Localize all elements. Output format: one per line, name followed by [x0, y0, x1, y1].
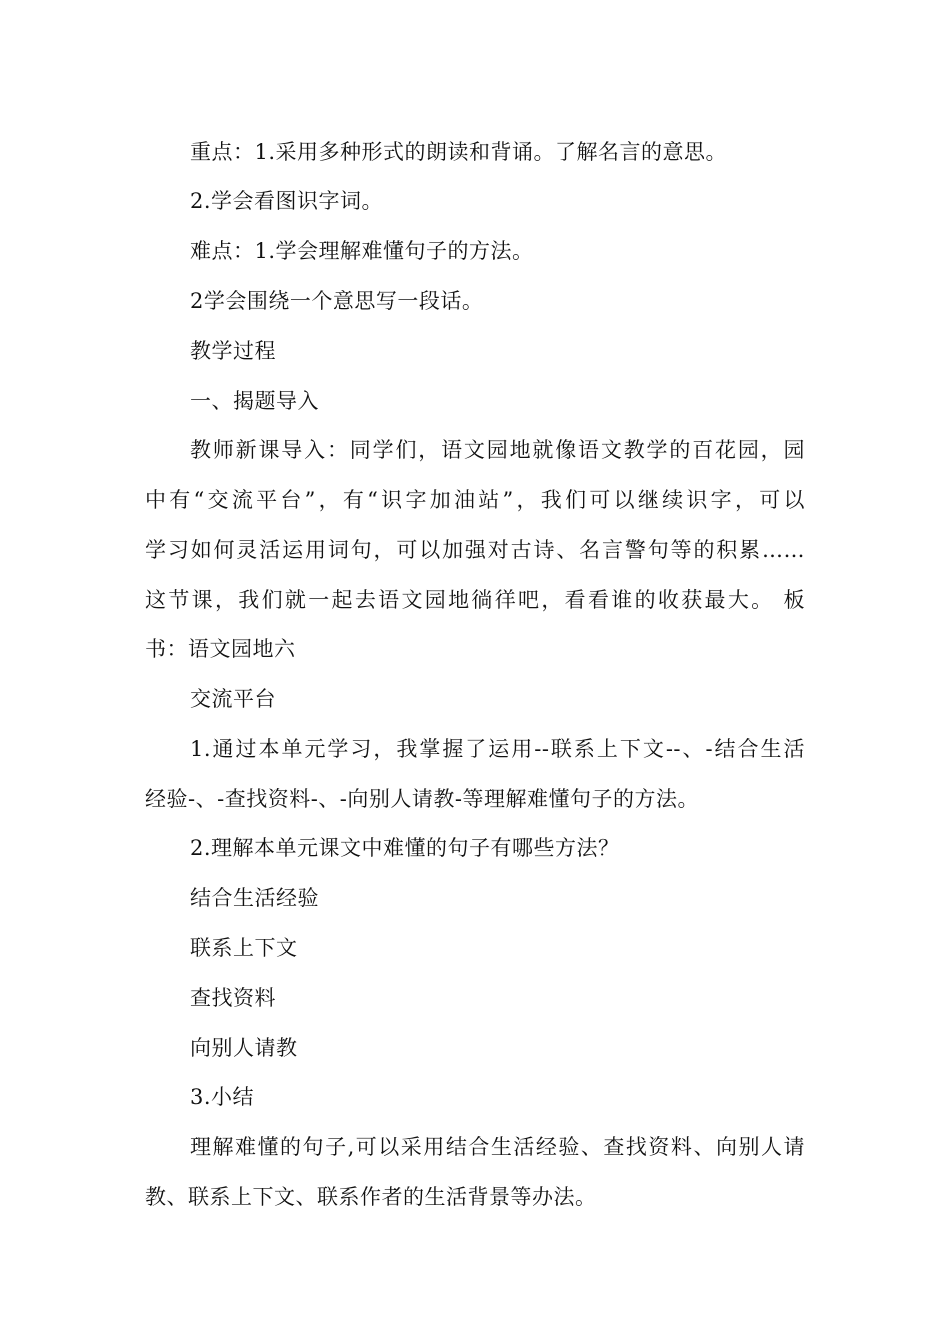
difficulty-line: 难点：1.学会理解难懂句子的方法。 [190, 239, 534, 263]
method-item: 联系上下文 [190, 936, 298, 960]
method-item: 结合生活经验 [190, 886, 319, 910]
paragraph-line: 中有“交流平台”，有“识字加油站”，我们可以继续识字，可以 [145, 488, 805, 512]
method-item: 向别人请教 [190, 1036, 298, 1060]
paragraph-line: 学习如何灵活运用词句，可以加强对古诗、名言警句等的积累…… [145, 538, 805, 562]
summary-line: 教、联系上下文、联系作者的生活背景等办法。 [145, 1185, 597, 1209]
paragraph-line: 教师新课导入：同学们，语文园地就像语文教学的百花园，园 [190, 438, 805, 462]
question-line: 2.理解本单元课文中难懂的句子有哪些方法？ [190, 836, 620, 860]
paragraph-line: 书：语文园地六 [145, 637, 296, 661]
subsection-heading-intro: 一、揭题导入 [190, 389, 319, 413]
paragraph-line: 这节课，我们就一起去语文园地徜徉吧，看看谁的收获最大。 板 [145, 588, 805, 612]
key-point-2-line: 2.学会看图识字词。 [190, 189, 384, 213]
subsection-heading-exchange: 交流平台 [190, 687, 276, 711]
section-heading-teaching-process: 教学过程 [190, 339, 276, 363]
summary-line: 理解难懂的句子,可以采用结合生活经验、查找资料、向别人请 [190, 1135, 805, 1159]
difficulty-2-line: 2学会围绕一个意思写一段话。 [190, 289, 484, 313]
method-item: 查找资料 [190, 986, 276, 1010]
key-points-line: 重点：1.采用多种形式的朗读和背诵。了解名言的意思。 [190, 140, 728, 164]
paragraph-line: 经验-、-查找资料-、-向别人请教-等理解难懂句子的方法。 [145, 787, 699, 811]
summary-heading: 3.小结 [190, 1085, 255, 1109]
paragraph-line: 1.通过本单元学习，我掌握了运用--联系上下文--、-结合生活 [190, 737, 805, 761]
